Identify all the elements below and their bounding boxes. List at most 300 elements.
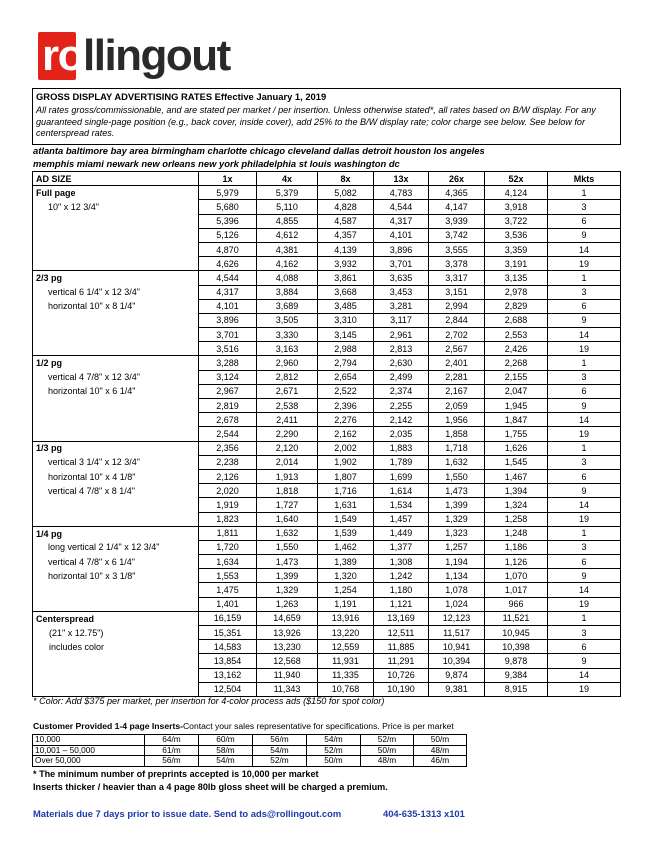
insert-price-cell: 56/m [145, 756, 199, 767]
rate-cell: 2,014 [257, 455, 318, 469]
rate-table-row [33, 313, 621, 327]
rate-cell: 4,101 [199, 299, 257, 313]
rate-cell: 5,126 [199, 228, 257, 242]
rate-table-header-cell: 8x [318, 172, 374, 186]
rate-cell: 2,812 [257, 370, 318, 384]
rate-cell: 13,926 [257, 626, 318, 640]
ad-size-cell: long vertical 2 1/4" x 12 3/4" [33, 540, 199, 554]
rate-cell: 2,678 [199, 413, 257, 427]
rate-cell: 4,587 [318, 214, 374, 228]
rate-cell: 3,742 [429, 228, 485, 242]
rate-cell: 1,126 [485, 555, 548, 569]
insert-quantity-cell: 10,001 – 50,000 [33, 745, 145, 756]
rate-cell: 15,351 [199, 626, 257, 640]
markets-count-cell: 3 [548, 626, 621, 640]
rate-cell: 2,522 [318, 384, 374, 398]
markets-line-1: atlanta baltimore bay area birmingham charlotte chicago cleveland dallas detroit houston los angeles [33, 145, 485, 156]
rate-cell: 10,941 [429, 640, 485, 654]
markets-count-cell: 6 [548, 640, 621, 654]
rate-cell: 1,727 [257, 498, 318, 512]
markets-count-cell: 9 [548, 654, 621, 668]
markets-line-2: memphis miami newark new orleans new york philadelphia st louis washington dc [33, 157, 400, 169]
rate-cell: 2,567 [429, 342, 485, 356]
rate-cell: 3,918 [485, 200, 548, 214]
rate-cell: 1,389 [318, 555, 374, 569]
rate-cell: 3,896 [374, 242, 429, 256]
materials-due-text: Materials due 7 days prior to issue date. Send to ads@rollingout.com [33, 808, 342, 819]
rate-cell: 11,940 [257, 668, 318, 682]
markets-count-cell: 9 [548, 484, 621, 498]
rate-cell: 5,110 [257, 200, 318, 214]
rate-cell: 3,536 [485, 228, 548, 242]
rate-cell: 1,186 [485, 540, 548, 554]
rate-cell: 3,281 [374, 299, 429, 313]
rate-cell: 2,426 [485, 342, 548, 356]
rate-cell: 1,945 [485, 399, 548, 413]
ad-size-cell: 1/2 pg [33, 356, 199, 370]
rate-cell: 3,939 [429, 214, 485, 228]
rate-cell: 1,248 [485, 526, 548, 540]
rate-cell: 13,230 [257, 640, 318, 654]
ad-size-cell [33, 328, 199, 342]
rate-table-row [33, 328, 621, 342]
rate-cell: 13,220 [318, 626, 374, 640]
rate-cell: 2,401 [429, 356, 485, 370]
rate-cell: 1,329 [429, 512, 485, 526]
rate-table-header-cell: AD SIZE [33, 172, 199, 186]
rate-cell: 1,308 [374, 555, 429, 569]
markets-count-cell: 3 [548, 370, 621, 384]
rate-table-row [33, 682, 621, 696]
rate-table-row [33, 299, 621, 313]
ad-size-cell: horizontal 10" x 6 1/4" [33, 384, 199, 398]
ad-size-cell: vertical 3 1/4" x 12 3/4" [33, 455, 199, 469]
rate-cell: 2,813 [374, 342, 429, 356]
rate-cell: 1,539 [318, 526, 374, 540]
rate-cell: 11,291 [374, 654, 429, 668]
rate-cell: 13,162 [199, 668, 257, 682]
rate-cell: 1,919 [199, 498, 257, 512]
rate-cell: 3,151 [429, 285, 485, 299]
rate-cell: 2,994 [429, 299, 485, 313]
rate-table-row [33, 654, 621, 668]
markets-count-cell: 14 [548, 242, 621, 256]
rate-cell: 4,381 [257, 242, 318, 256]
markets-count-cell: 1 [548, 441, 621, 455]
markets-count-cell: 3 [548, 455, 621, 469]
insert-price-cell: 60/m [199, 735, 253, 746]
rate-cell: 2,702 [429, 328, 485, 342]
rate-cell: 10,398 [485, 640, 548, 654]
ad-size-cell: (21" x 12.75") [33, 626, 199, 640]
rate-cell: 4,317 [374, 214, 429, 228]
rate-table-row [33, 413, 621, 427]
rates-info-box [32, 88, 621, 145]
rate-table [32, 171, 621, 697]
insert-quantity-cell: 10,000 [33, 735, 145, 746]
rate-cell: 2,276 [318, 413, 374, 427]
rate-cell: 2,961 [374, 328, 429, 342]
min-preprints-note: * The minimum number of preprints accepted is 10,000 per market [33, 769, 319, 779]
rate-cell: 1,258 [485, 512, 548, 526]
rate-cell: 12,504 [199, 682, 257, 696]
rate-cell: 3,861 [318, 271, 374, 285]
markets-count-cell: 19 [548, 342, 621, 356]
rate-cell: 2,829 [485, 299, 548, 313]
rate-cell: 2,020 [199, 484, 257, 498]
rate-table-row [33, 512, 621, 526]
rate-cell: 1,324 [485, 498, 548, 512]
rate-cell: 1,640 [257, 512, 318, 526]
logo-wordmark: rollingout [42, 31, 230, 80]
rate-cell: 1,377 [374, 540, 429, 554]
rate-cell: 10,726 [374, 668, 429, 682]
rate-cell: 2,356 [199, 441, 257, 455]
ad-size-cell: horizontal 10" x 3 1/8" [33, 569, 199, 583]
rate-cell: 13,916 [318, 611, 374, 625]
rate-cell: 2,162 [318, 427, 374, 441]
rate-cell: 2,035 [374, 427, 429, 441]
rate-cell: 4,783 [374, 186, 429, 200]
rate-cell: 3,516 [199, 342, 257, 356]
rate-cell: 1,545 [485, 455, 548, 469]
rate-cell: 3,884 [257, 285, 318, 299]
rate-cell: 13,854 [199, 654, 257, 668]
insert-price-cell: 54/m [199, 756, 253, 767]
rate-table-row [33, 427, 621, 441]
rate-table-header-cell: 13x [374, 172, 429, 186]
rate-cell: 2,167 [429, 384, 485, 398]
rate-table-header-cell: 4x [257, 172, 318, 186]
ad-size-cell: Centerspread [33, 611, 199, 625]
rate-cell: 1,823 [199, 512, 257, 526]
insert-price-cell: 58/m [199, 745, 253, 756]
rate-cell: 2,155 [485, 370, 548, 384]
insert-price-cell: 52/m [253, 756, 307, 767]
rate-cell: 1,807 [318, 469, 374, 483]
rate-table-row [33, 399, 621, 413]
rate-table-row [33, 441, 621, 455]
ad-size-cell: vertical 4 7/8" x 6 1/4" [33, 555, 199, 569]
rate-cell: 1,329 [257, 583, 318, 597]
markets-list [33, 145, 633, 170]
rate-cell: 1,883 [374, 441, 429, 455]
rate-cell: 4,855 [257, 214, 318, 228]
rate-cell: 1,718 [429, 441, 485, 455]
rate-cell: 12,568 [257, 654, 318, 668]
ad-size-cell [33, 654, 199, 668]
rate-cell: 1,614 [374, 484, 429, 498]
rate-cell: 1,194 [429, 555, 485, 569]
rate-cell: 2,396 [318, 399, 374, 413]
rate-cell: 1,550 [257, 540, 318, 554]
rate-cell: 11,885 [374, 640, 429, 654]
insert-price-cell: 54/m [253, 745, 307, 756]
rate-cell: 1,553 [199, 569, 257, 583]
rate-cell: 1,449 [374, 526, 429, 540]
rate-cell: 2,538 [257, 399, 318, 413]
rate-cell: 2,967 [199, 384, 257, 398]
markets-count-cell: 3 [548, 200, 621, 214]
rate-cell: 1,913 [257, 469, 318, 483]
insert-price-cell: 64/m [145, 735, 199, 746]
rate-cell: 2,411 [257, 413, 318, 427]
ad-size-cell [33, 342, 199, 356]
rate-cell: 2,142 [374, 413, 429, 427]
rate-cell: 2,374 [374, 384, 429, 398]
markets-count-cell: 1 [548, 356, 621, 370]
markets-count-cell: 6 [548, 469, 621, 483]
markets-count-cell: 9 [548, 313, 621, 327]
markets-count-cell: 1 [548, 271, 621, 285]
markets-count-cell: 1 [548, 611, 621, 625]
rate-cell: 4,139 [318, 242, 374, 256]
rate-cell: 3,330 [257, 328, 318, 342]
ad-size-cell [33, 228, 199, 242]
rate-cell: 1,811 [199, 526, 257, 540]
rate-cell: 3,932 [318, 257, 374, 271]
ad-size-cell [33, 682, 199, 696]
rate-cell: 3,689 [257, 299, 318, 313]
rate-cell: 2,499 [374, 370, 429, 384]
rate-cell: 11,343 [257, 682, 318, 696]
rate-cell: 3,135 [485, 271, 548, 285]
ad-size-cell: 1/4 pg [33, 526, 199, 540]
ad-size-cell [33, 597, 199, 611]
insert-price-cell: 61/m [145, 745, 199, 756]
rate-cell: 4,626 [199, 257, 257, 271]
rate-table-row [33, 668, 621, 682]
rate-cell: 1,634 [199, 555, 257, 569]
markets-count-cell: 3 [548, 540, 621, 554]
rate-table-row [33, 257, 621, 271]
markets-count-cell: 6 [548, 299, 621, 313]
insert-price-cell: 54/m [307, 735, 361, 746]
rate-table-row [33, 626, 621, 640]
rate-table-row [33, 342, 621, 356]
color-note: * Color: Add $375 per market, per insertion for 4-color process ads ($150 for spot color) [33, 696, 385, 706]
rate-cell: 3,453 [374, 285, 429, 299]
inserts-table [32, 734, 467, 767]
rate-cell: 1,242 [374, 569, 429, 583]
rate-table-row [33, 498, 621, 512]
rate-cell: 8,915 [485, 682, 548, 696]
rate-cell: 5,082 [318, 186, 374, 200]
rate-table-row [33, 469, 621, 483]
rate-cell: 3,896 [199, 313, 257, 327]
insert-price-cell: 50/m [307, 756, 361, 767]
rate-cell: 1,457 [374, 512, 429, 526]
rate-cell: 5,379 [257, 186, 318, 200]
rate-cell: 2,844 [429, 313, 485, 327]
rate-cell: 3,317 [429, 271, 485, 285]
inserts-row [33, 735, 467, 746]
rate-cell: 2,688 [485, 313, 548, 327]
markets-count-cell: 3 [548, 285, 621, 299]
rate-cell: 2,553 [485, 328, 548, 342]
ad-size-cell [33, 313, 199, 327]
rate-cell: 3,701 [199, 328, 257, 342]
rate-cell: 1,534 [374, 498, 429, 512]
rate-cell: 1,755 [485, 427, 548, 441]
rate-cell: 1,720 [199, 540, 257, 554]
rate-cell: 4,124 [485, 186, 548, 200]
ad-size-cell: includes color [33, 640, 199, 654]
ad-size-cell: horizontal 10" x 8 1/4" [33, 299, 199, 313]
rate-cell: 4,162 [257, 257, 318, 271]
rate-cell: 4,544 [199, 271, 257, 285]
rate-cell: 1,191 [318, 597, 374, 611]
markets-count-cell: 19 [548, 512, 621, 526]
insert-price-cell: 50/m [361, 745, 414, 756]
rate-table-row [33, 242, 621, 256]
rate-table-header-cell: 1x [199, 172, 257, 186]
rate-cell: 2,290 [257, 427, 318, 441]
rate-cell: 4,870 [199, 242, 257, 256]
rate-table-row [33, 455, 621, 469]
rate-cell: 966 [485, 597, 548, 611]
markets-count-cell: 19 [548, 427, 621, 441]
rate-cell: 4,101 [374, 228, 429, 242]
rate-table-row [33, 271, 621, 285]
rate-cell: 3,505 [257, 313, 318, 327]
rate-cell: 1,699 [374, 469, 429, 483]
rate-cell: 1,323 [429, 526, 485, 540]
rate-cell: 11,517 [429, 626, 485, 640]
rate-cell: 3,163 [257, 342, 318, 356]
rate-cell: 1,017 [485, 583, 548, 597]
markets-count-cell: 19 [548, 682, 621, 696]
rate-table-row [33, 540, 621, 554]
rate-cell: 3,378 [429, 257, 485, 271]
ad-size-cell [33, 427, 199, 441]
markets-count-cell: 14 [548, 328, 621, 342]
rate-cell: 12,559 [318, 640, 374, 654]
ad-size-cell: Full page [33, 186, 199, 200]
rate-cell: 1,847 [485, 413, 548, 427]
rate-cell: 4,828 [318, 200, 374, 214]
rate-cell: 12,123 [429, 611, 485, 625]
ad-size-cell [33, 583, 199, 597]
rate-cell: 10,394 [429, 654, 485, 668]
rate-table-row [33, 484, 621, 498]
rate-cell: 1,550 [429, 469, 485, 483]
rate-table-header-cell: 26x [429, 172, 485, 186]
ad-size-cell [33, 242, 199, 256]
rate-table-row [33, 200, 621, 214]
markets-count-cell: 19 [548, 597, 621, 611]
rate-cell: 2,002 [318, 441, 374, 455]
insert-weight-note: Inserts thicker / heavier than a 4 page 80lb gloss sheet will be charged a premium. [33, 781, 388, 792]
rate-cell: 4,357 [318, 228, 374, 242]
rates-description: All rates gross/commissionable, and are stated per market / per insertion. Unless otherwise stated*, all rates based on B/W display. For any guaranteed single-page position (e.g., back cover, inside cover), add 25% to the B/W display rate; color charge see below. See below for centerspread rates. [36, 105, 596, 138]
rate-table-row [33, 640, 621, 654]
markets-count-cell: 14 [548, 413, 621, 427]
rate-cell: 1,462 [318, 540, 374, 554]
markets-count-cell: 14 [548, 583, 621, 597]
rate-cell: 3,722 [485, 214, 548, 228]
rate-cell: 14,659 [257, 611, 318, 625]
rate-table-row [33, 569, 621, 583]
rate-cell: 1,631 [318, 498, 374, 512]
rate-cell: 3,310 [318, 313, 374, 327]
rate-cell: 1,467 [485, 469, 548, 483]
rate-cell: 4,317 [199, 285, 257, 299]
rate-table-header-cell: 52x [485, 172, 548, 186]
rate-cell: 3,701 [374, 257, 429, 271]
rate-cell: 3,668 [318, 285, 374, 299]
markets-count-cell: 1 [548, 186, 621, 200]
rate-cell: 1,473 [257, 555, 318, 569]
ad-size-cell [33, 668, 199, 682]
rate-cell: 1,394 [485, 484, 548, 498]
rate-cell: 1,858 [429, 427, 485, 441]
rate-cell: 2,988 [318, 342, 374, 356]
rate-table-row [33, 228, 621, 242]
rate-cell: 4,612 [257, 228, 318, 242]
rate-cell: 2,654 [318, 370, 374, 384]
insert-price-cell: 50/m [414, 735, 467, 746]
markets-count-cell: 6 [548, 384, 621, 398]
rate-cell: 3,635 [374, 271, 429, 285]
rate-cell: 2,281 [429, 370, 485, 384]
ad-size-cell: horizontal 10" x 4 1/8" [33, 469, 199, 483]
insert-price-cell: 52/m [307, 745, 361, 756]
rate-cell: 1,024 [429, 597, 485, 611]
rate-cell: 2,268 [485, 356, 548, 370]
rate-cell: 1,070 [485, 569, 548, 583]
rate-cell: 16,159 [199, 611, 257, 625]
rate-cell: 1,254 [318, 583, 374, 597]
ad-size-cell [33, 512, 199, 526]
rate-cell: 9,878 [485, 654, 548, 668]
rate-cell: 1,475 [199, 583, 257, 597]
rate-cell: 11,335 [318, 668, 374, 682]
rate-cell: 1,399 [429, 498, 485, 512]
ad-size-cell [33, 257, 199, 271]
rate-table-row [33, 370, 621, 384]
ad-size-cell: 2/3 pg [33, 271, 199, 285]
markets-count-cell: 9 [548, 399, 621, 413]
ad-size-cell: 10" x 12 3/4" [33, 200, 199, 214]
phone-number: 404-635-1313 x101 [383, 808, 465, 819]
markets-count-cell: 19 [548, 257, 621, 271]
insert-price-cell: 48/m [361, 756, 414, 767]
insert-price-cell: 52/m [361, 735, 414, 746]
rate-cell: 5,680 [199, 200, 257, 214]
rate-cell: 10,945 [485, 626, 548, 640]
rate-cell: 2,819 [199, 399, 257, 413]
ad-size-cell: 1/3 pg [33, 441, 199, 455]
rate-cell: 3,124 [199, 370, 257, 384]
rate-cell: 1,320 [318, 569, 374, 583]
rate-cell: 2,671 [257, 384, 318, 398]
markets-count-cell: 6 [548, 555, 621, 569]
rate-cell: 1,257 [429, 540, 485, 554]
rate-table-header-cell: Mkts [548, 172, 621, 186]
rate-cell: 2,120 [257, 441, 318, 455]
markets-count-cell: 6 [548, 214, 621, 228]
rate-cell: 1,632 [257, 526, 318, 540]
inserts-row [33, 745, 467, 756]
markets-count-cell: 14 [548, 498, 621, 512]
rate-cell: 2,978 [485, 285, 548, 299]
rate-cell: 5,396 [199, 214, 257, 228]
rate-cell: 1,134 [429, 569, 485, 583]
rate-cell: 2,544 [199, 427, 257, 441]
inserts-title: Customer Provided 1-4 page Inserts-Contact your sales representative for specifications. Price is per market [33, 721, 454, 731]
rate-cell: 3,117 [374, 313, 429, 327]
